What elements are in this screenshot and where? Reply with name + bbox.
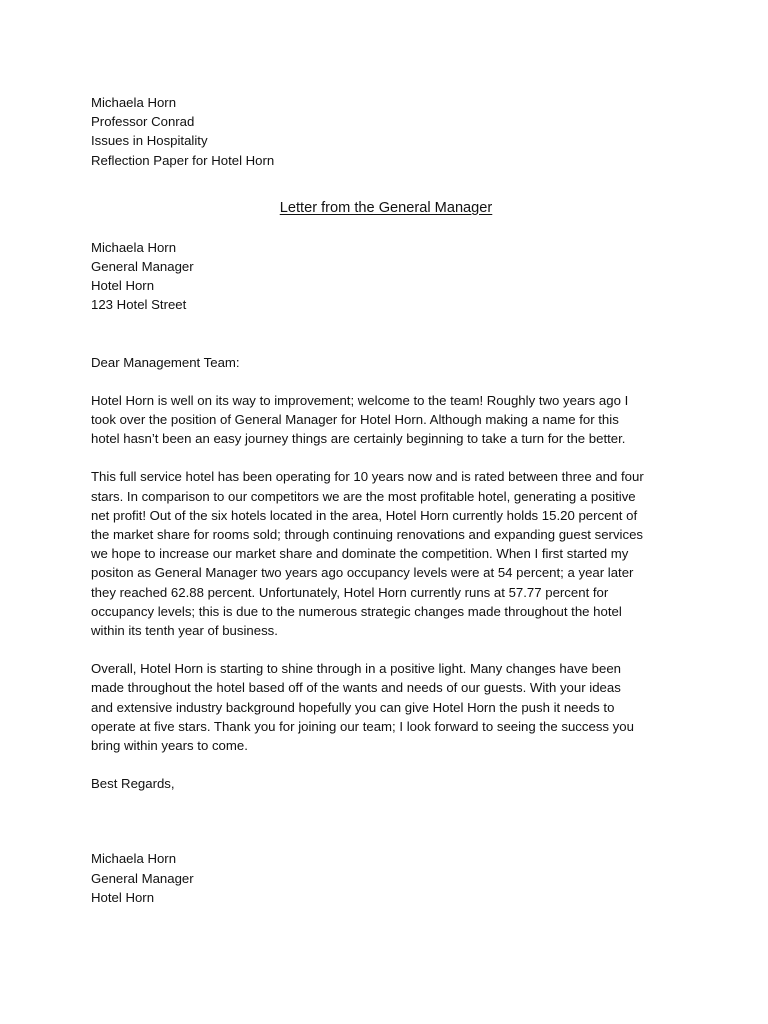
paragraph-line: made throughout the hotel based off of the wants and needs of our guests. With your ideas <box>91 680 621 696</box>
paper-header <box>91 93 681 170</box>
header-professor: Professor Conrad <box>91 114 195 130</box>
sender-street: 123 Hotel Street <box>91 297 187 313</box>
header-author: Michaela Horn <box>91 95 177 110</box>
signature-hotel: Hotel Horn <box>91 889 155 905</box>
paragraph-3 <box>91 659 681 755</box>
greeting <box>91 353 681 372</box>
header-assignment: Reflection Paper for Hotel Horn <box>91 152 275 168</box>
paragraph-line: This full service hotel has been operating for 10 years now and is rated between three and four <box>91 469 644 485</box>
letter-title <box>91 198 681 218</box>
sender-name: Michaela Horn <box>91 239 177 255</box>
sender-hotel: Hotel Horn <box>91 278 155 294</box>
header-course: Issues in Hospitality <box>91 133 208 149</box>
sender-address <box>91 238 681 315</box>
paragraph-line: and extensive industry background hopefully you can give Hotel Horn the push it needs to <box>91 699 615 715</box>
paragraph-1 <box>91 391 681 449</box>
paragraph-line: bring within years to come. <box>91 738 248 754</box>
paragraph-line: within its tenth year of business. <box>91 623 278 639</box>
paragraph-2 <box>91 467 681 640</box>
paragraph-line: positon as General Manager two years ago occupancy levels were at 54 percent; a year later <box>91 565 634 581</box>
closing <box>91 774 681 793</box>
paragraph-line: operate at five stars. Thank you for joining our team; I look forward to seeing the success you <box>91 718 634 734</box>
paragraph-line: net profit! Out of the six hotels located in the area, Hotel Horn currently holds 15.20 percent of <box>91 507 638 523</box>
paragraph-line: Overall, Hotel Horn is starting to shine through in a positive light. Many changes have been <box>91 661 621 677</box>
paragraph-line: Hotel Horn is well on its way to improvement; welcome to the team! Roughly two years ago I <box>91 392 629 408</box>
paragraph-line: the market share for rooms sold; through continuing renovations and expanding guest services <box>91 527 643 543</box>
signature-name: Michaela Horn <box>91 851 177 867</box>
paragraph-line: stars. In comparison to our competitors we are the most profitable hotel, generating a positive <box>91 488 636 504</box>
closing-text: Best Regards, <box>91 776 175 792</box>
sender-role: General Manager <box>91 259 194 275</box>
letter-title-text: Letter from the General Manager <box>279 199 493 216</box>
paragraph-line: they reached 62.88 percent. Unfortunately, Hotel Horn currently runs at 57.77 percent for <box>91 584 609 600</box>
signature-block <box>91 849 681 907</box>
letter-content <box>91 93 681 907</box>
paragraph-line: took over the position of General Manager for Hotel Horn. Although making a name for this <box>91 412 619 428</box>
paragraph-line: we hope to increase our market share and dominate the competition. When I first started my <box>91 546 629 562</box>
signature-role: General Manager <box>91 870 194 886</box>
paragraph-line: hotel hasn’t been an easy journey things are certainly beginning to take a turn for the better. <box>91 431 626 447</box>
greeting-text: Dear Management Team: <box>91 354 240 370</box>
paragraph-line: occupancy levels; this is due to the numerous strategic changes made throughout the hotel <box>91 603 622 619</box>
